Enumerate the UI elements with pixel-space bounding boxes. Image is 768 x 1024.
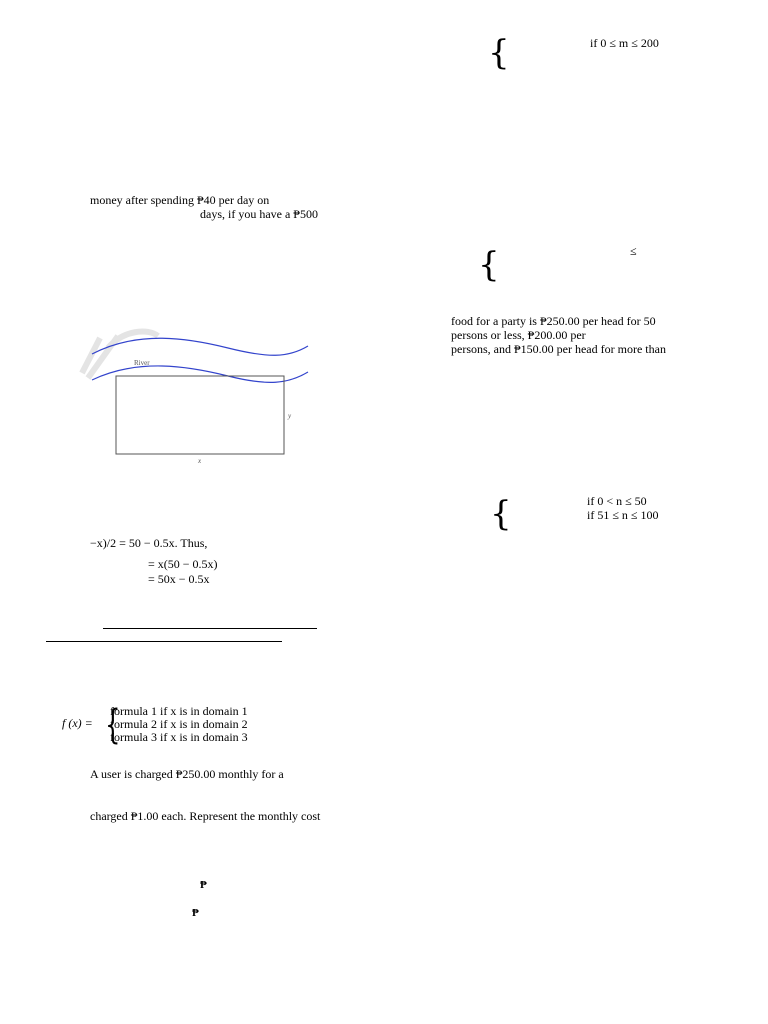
area-solution-line-2: = x(50 − 0.5x) — [148, 557, 218, 571]
user-problem-line-2: charged ₱1.00 each. Represent the monthly cost — [90, 809, 321, 823]
party-problem-line-1: food for a party is ₱250.00 per head for 50 — [451, 314, 656, 328]
x-label: x — [198, 457, 202, 465]
general-form-formula-2: formula 2 if x is in domain 2 — [110, 717, 248, 731]
left-brace-icon: { — [488, 33, 510, 73]
river-rectangle-figure — [78, 318, 318, 468]
divider-line — [103, 628, 317, 629]
party-problem-line-3: persons, and ₱150.00 per head for more than — [451, 342, 666, 356]
user-problem-line-1: A user is charged ₱250.00 monthly for a — [90, 767, 284, 781]
divider-line — [46, 641, 282, 642]
leq-symbol: ≤ — [630, 244, 637, 258]
general-form-formula-1: formula 1 if x is in domain 1 — [110, 704, 248, 718]
left-brace-icon: { — [105, 702, 121, 748]
peso-sign-1: ₱ — [200, 879, 207, 891]
y-label: y — [288, 412, 292, 420]
left-brace-icon: { — [478, 245, 500, 285]
condition-n-1: if 0 < n ≤ 50 — [587, 494, 647, 508]
river-label: River — [134, 359, 150, 367]
peso-sign-2: ₱ — [192, 907, 199, 919]
river-bank-upper — [92, 338, 308, 355]
party-problem-line-2: persons or less, ₱200.00 per — [451, 328, 586, 342]
condition-m: if 0 ≤ m ≤ 200 — [590, 36, 659, 50]
enclosure-rectangle — [116, 376, 284, 454]
left-brace-icon: { — [490, 494, 512, 534]
condition-n-2: if 51 ≤ n ≤ 100 — [587, 508, 659, 522]
general-form-lhs: f (x) = — [62, 716, 93, 730]
area-solution-line-1: −x)/2 = 50 − 0.5x. Thus, — [90, 536, 208, 550]
money-problem-line-1: money after spending ₱40 per day on — [90, 193, 270, 207]
general-form-formula-3: formula 3 if x is in domain 3 — [110, 730, 248, 744]
river-bank-lower — [92, 366, 308, 382]
area-solution-line-3: = 50x − 0.5x — [148, 572, 210, 586]
money-problem-line-2: days, if you have a ₱500 — [200, 207, 318, 221]
